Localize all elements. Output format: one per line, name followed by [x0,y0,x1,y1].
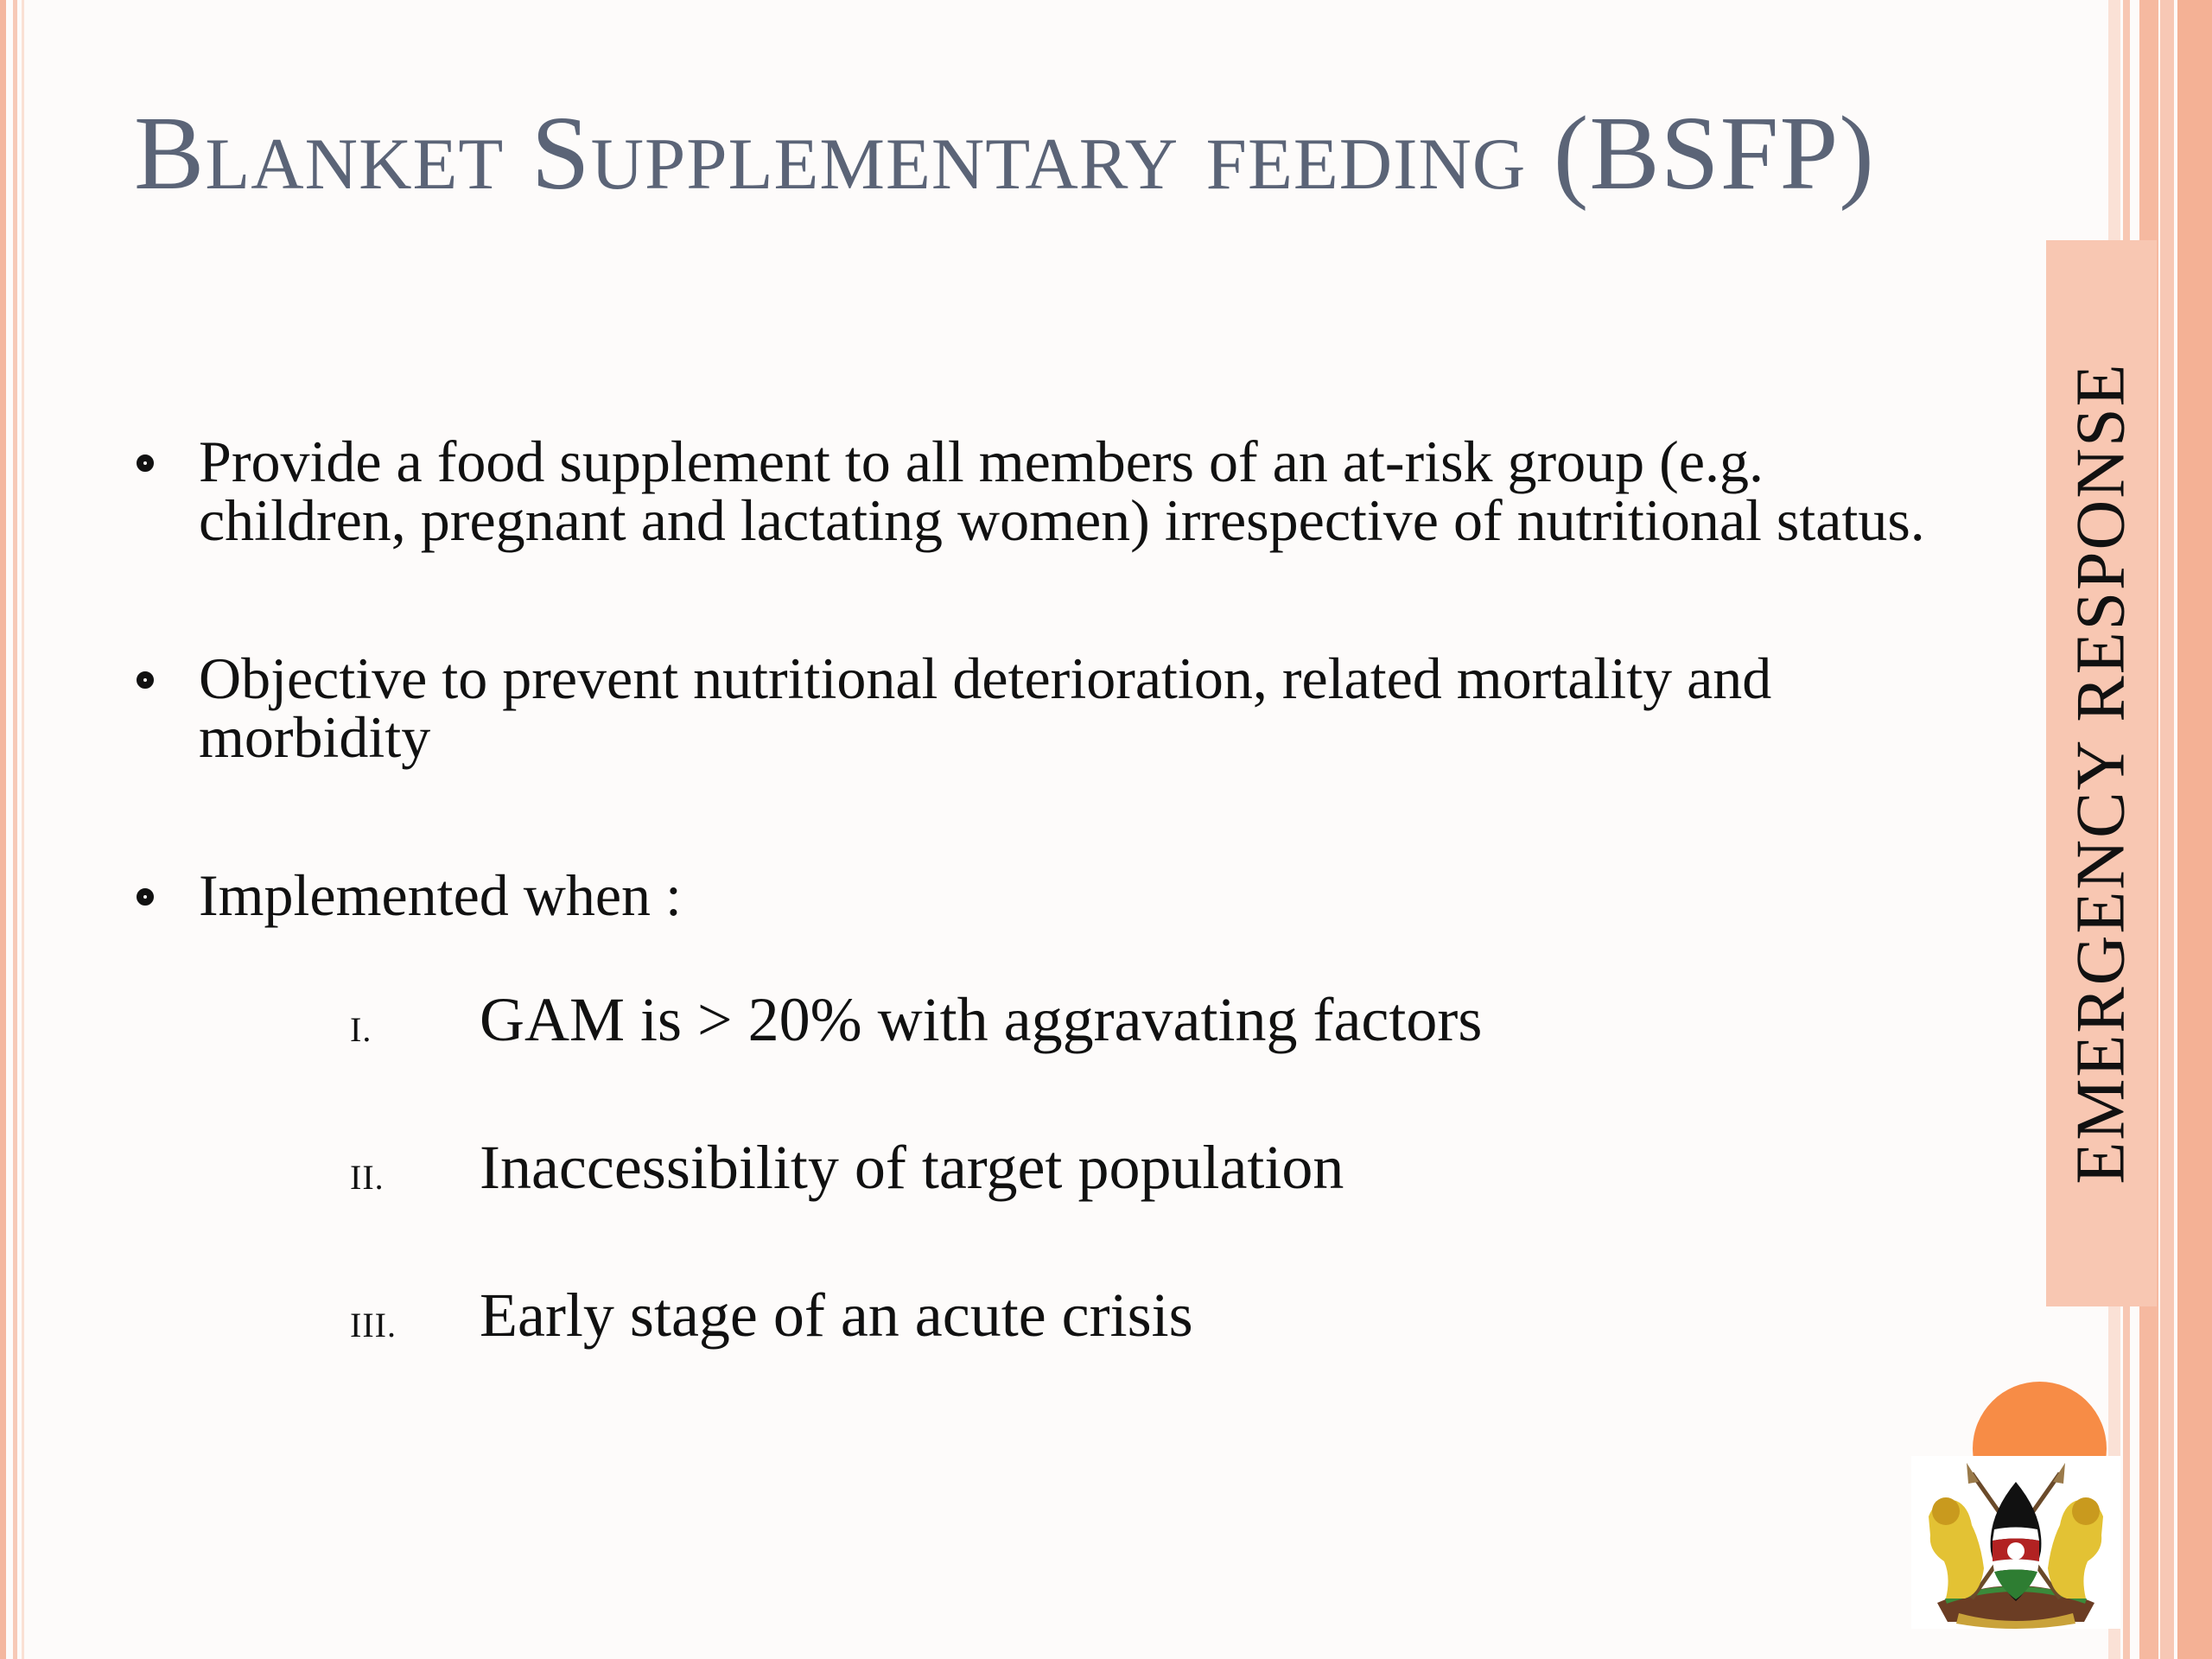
bullet-item [130,862,1970,928]
left-edge-stripe [0,0,6,1659]
coat-of-arms-graphic [1911,1456,2120,1629]
sublist-number: II. [350,1158,385,1197]
numbered-sublist [350,985,1819,1428]
sublist-item [350,1133,1819,1281]
sublist-text: Early stage of an acute crisis [480,1281,1193,1350]
bullet-circle-icon [137,454,154,472]
bullet-list [130,423,1970,928]
sublist-item [350,985,1819,1133]
bullet-text: Implemented when : [199,862,682,928]
sublist-item [350,1281,1819,1428]
bullet-circle-icon [137,888,154,906]
left-edge-stripe [22,0,24,1659]
sublist-text: GAM is > 20% with aggravating factors [480,985,1483,1054]
bullet-item [130,429,1970,553]
bullet-text: Objective to prevent nutritional deterioration, related mortality and morbidity [199,645,1772,770]
bullet-circle-icon [137,671,154,689]
slide-title: Blanket Supplementary feeding (BSFP) [134,95,1875,212]
bullet-text: Provide a food supplement to all members of an at-risk group (e.g. children, pregnant and lactating women) irrespective of nutritional status. [199,429,1925,553]
sublist-number: III. [350,1306,397,1344]
left-edge-stripe [13,0,17,1659]
sublist-text: Inaccessibility of target population [480,1133,1344,1202]
bullet-item [130,645,1970,770]
kenya-coat-of-arms-icon [1911,1456,2120,1629]
sublist-number: I. [350,1010,372,1049]
side-label: EMERGENCY RESPONSE [2063,362,2139,1185]
right-edge-stripe [2177,0,2212,1659]
right-edge-stripe [2160,0,2174,1659]
